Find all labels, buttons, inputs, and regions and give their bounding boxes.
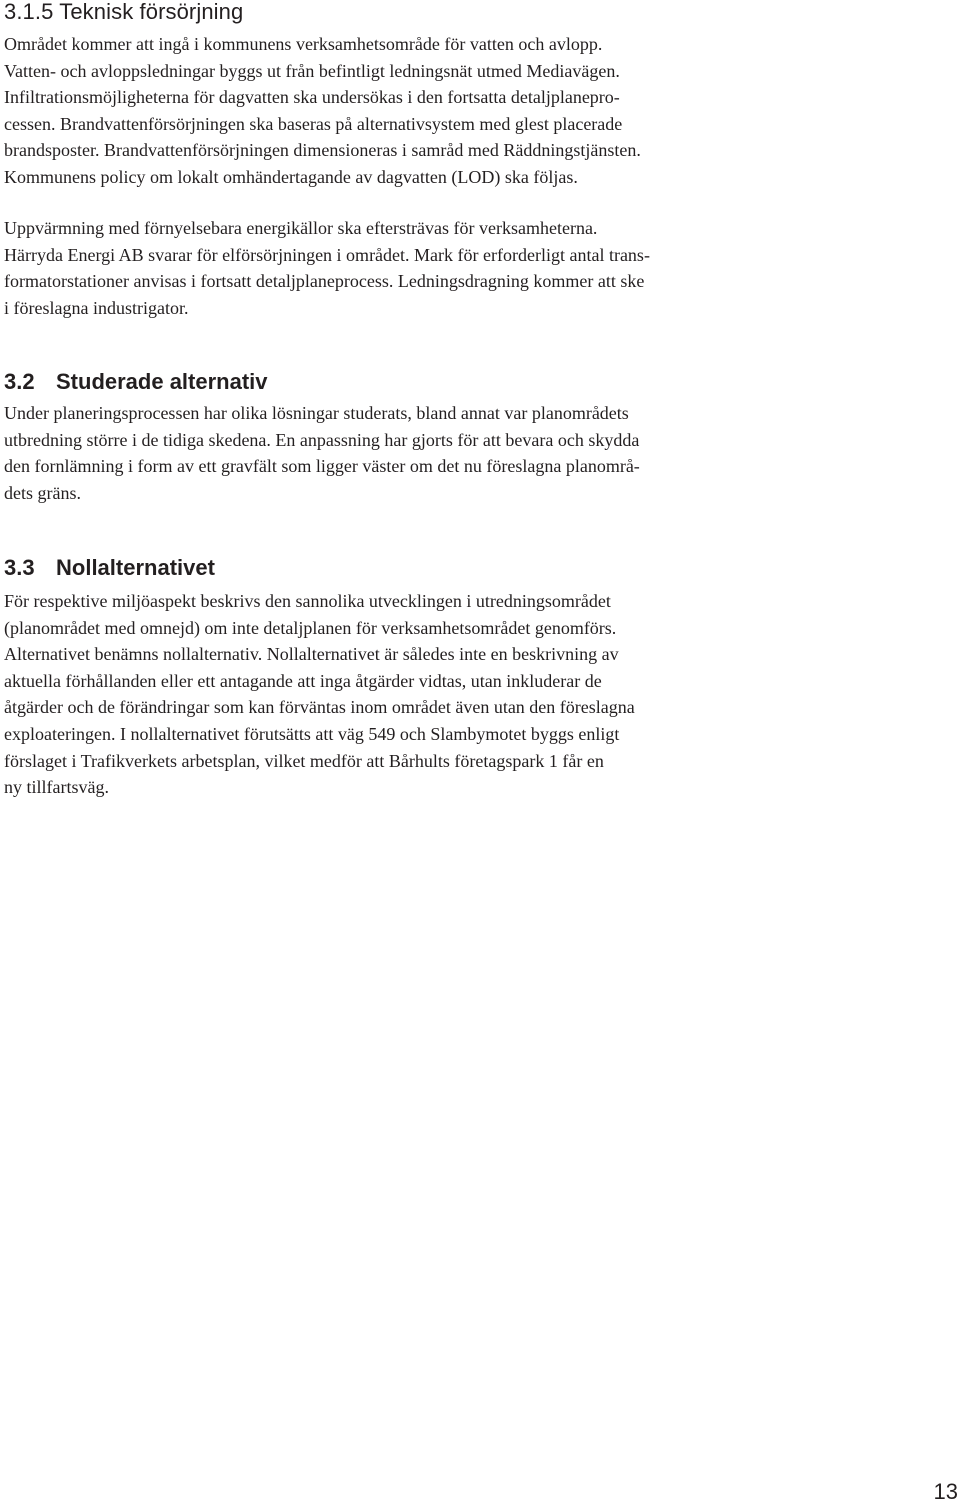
text-line: cessen. Brandvattenförsörjningen ska baseras på alternativsystem med glest placerade bbox=[4, 113, 623, 134]
text-line: brandsposter. Brandvattenförsörjningen dimensioneras i samråd med Räddningstjänsten. bbox=[4, 140, 641, 160]
text-line: i föreslagna industrigator. bbox=[4, 297, 189, 318]
page-number: 13 bbox=[933, 1479, 958, 1504]
subsection-heading-3-1-5: 3.1.5 Teknisk försörjning bbox=[4, 0, 244, 24]
text-line: ny tillfartsväg. bbox=[4, 777, 109, 798]
text-line: formatorstationer anvisas i fortsatt detaljplaneprocess. Ledningsdragning kommer att ske bbox=[4, 271, 645, 291]
paragraph-studerade-alternativ bbox=[4, 400, 640, 506]
text-line: den fornlämning i form av ett gravfält som ligger väster om det nu föreslagna planområ- bbox=[4, 456, 640, 476]
text-line: åtgärder och de förändringar som kan förväntas inom området även utan den föreslagna bbox=[4, 697, 635, 718]
section-title: Nollalternativet bbox=[56, 555, 215, 580]
section-title: Studerade alternativ bbox=[56, 369, 268, 394]
text-line: exploateringen. I nollalternativet förutsätts att väg 549 och Slambymotet byggs enligt bbox=[4, 723, 620, 744]
text-line: Området kommer att ingå i kommunens verksamhetsområde för vatten och avlopp. bbox=[4, 34, 603, 54]
text-line: Infiltrationsmöjligheterna för dagvatten ska undersökas i den fortsatta detaljplanepro- bbox=[4, 87, 620, 107]
text-line: (planområdet med omnejd) om inte detaljplanen för verksamhetsområdet genomförs. bbox=[4, 617, 617, 638]
text-line: utbredning större i de tidiga skedena. En anpassning har gjorts för att bevara och skydda bbox=[4, 429, 640, 450]
section-number: 3.3 bbox=[4, 555, 35, 580]
text-line: Under planeringsprocessen har olika lösningar studerats, bland annat var planområdets bbox=[4, 403, 629, 423]
text-line: Kommunens policy om lokalt omhändertagande av dagvatten (LOD) ska följas. bbox=[4, 166, 578, 187]
text-line: Alternativet benämns nollalternativ. Nollalternativet är således inte en beskrivning av bbox=[4, 644, 619, 665]
text-line: Vatten- och avloppsledningar byggs ut från befintligt ledningsnät utmed Mediavägen. bbox=[4, 60, 620, 81]
paragraph-nollalternativet bbox=[4, 588, 635, 801]
text-line: dets gräns. bbox=[4, 482, 81, 503]
text-line: förslaget i Trafikverkets arbetsplan, vilket medför att Bårhults företagspark 1 får en bbox=[4, 750, 604, 771]
paragraph-teknisk-forsorjning-2 bbox=[4, 215, 650, 321]
section-heading-3-3 bbox=[4, 556, 215, 580]
text-line: För respektive miljöaspekt beskrivs den sannolika utvecklingen i utredningsområdet bbox=[4, 591, 611, 611]
paragraph-teknisk-forsorjning-1 bbox=[4, 31, 641, 190]
text-line: Uppvärmning med förnyelsebara energikällor ska eftersträvas för verksamheterna. bbox=[4, 218, 598, 238]
text-line: aktuella förhållanden eller ett antagande att inga åtgärder vidtas, utan inkluderar de bbox=[4, 670, 602, 691]
section-heading-3-2 bbox=[4, 370, 268, 394]
section-number: 3.2 bbox=[4, 369, 35, 394]
text-line: Härryda Energi AB svarar för elförsörjningen i området. Mark för erforderligt antal trans- bbox=[4, 244, 650, 265]
